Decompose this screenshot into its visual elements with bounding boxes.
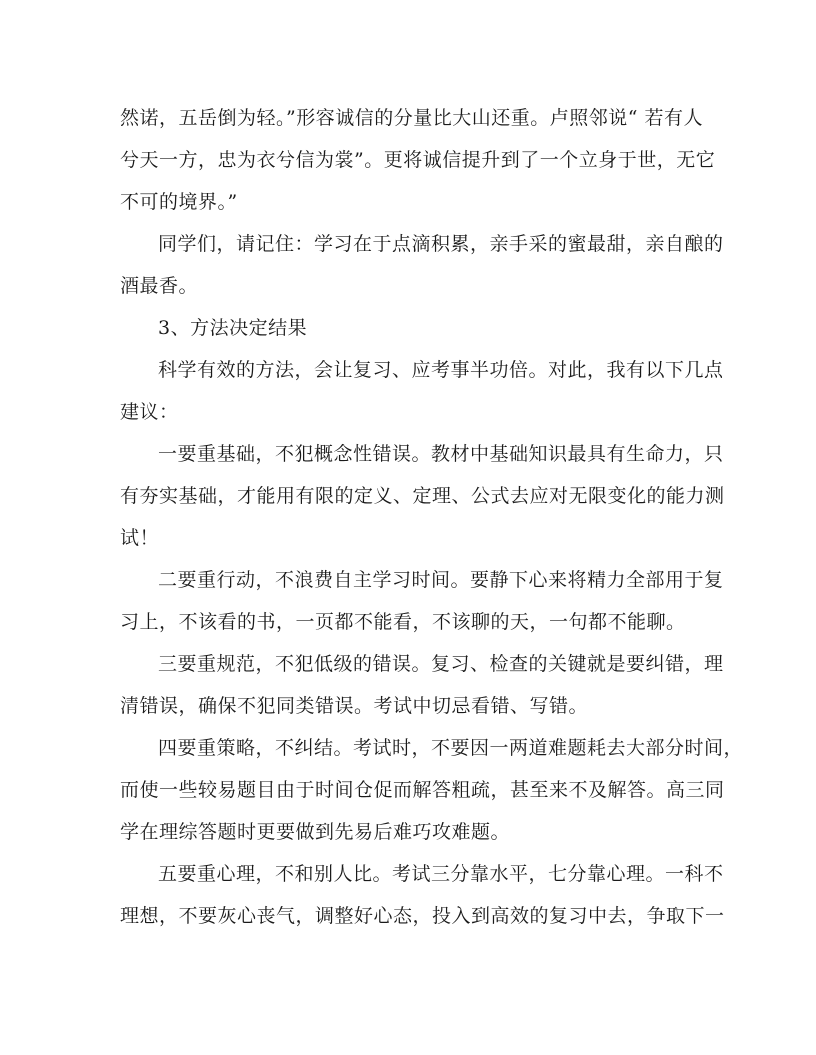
text-line: 建议： [120,401,179,423]
text-line: 五要重心理，不和别人比。考试三分靠水平，七分靠心理。一科不 [158,863,724,885]
text-line: 有夯实基础，才能用有限的定义、定理、公式去应对无限变化的能力测 [120,485,725,507]
text-line: 习上，不该看的书，一页都不能看，不该聊的天，一句都不能聊。 [120,611,686,633]
text-line: 二要重行动，不浪费自主学习时间。要静下心来将精力全部用于复 [158,569,724,591]
text-line: 四要重策略，不纠结。考试时，不要因一两道难题耗去大部分时间， [158,737,744,759]
section-heading: 3、方法决定结果 [158,317,308,339]
text-line: 三要重规范，不犯低级的错误。复习、检查的关键就是要纠错，理 [158,653,724,675]
text-line: 不可的境界。” [120,191,238,213]
text-line: 兮天一方，忠为衣兮信为裳”。更将诚信提升到了一个立身于世，无它 [120,149,716,171]
text-line: 酒最香。 [120,275,199,297]
text-line: 而使一些较易题目由于时间仓促而解答粗疏，甚至来不及解答。高三同 [120,779,725,801]
text-line: 理想，不要灰心丧气，调整好心态，投入到高效的复习中去，争取下一 [120,905,725,927]
text-line: 科学有效的方法，会让复习、应考事半功倍。对此，我有以下几点 [158,359,724,381]
text-line: 一要重基础，不犯概念性错误。教材中基础知识最具有生命力，只 [158,443,724,465]
text-line: 同学们，请记住：学习在于点滴积累，亲手采的蜜最甜，亲自酿的 [158,233,724,255]
text-line: 试！ [120,527,160,549]
text-line: 然诺，五岳倒为轻。”形容诚信的分量比大山还重。卢照邻说“ 若有人 [120,107,703,129]
text-line: 学在理综答题时更要做到先易后难巧攻难题。 [120,821,511,843]
text-line: 清错误，确保不犯同类错误。考试中切忌看错、写错。 [120,695,589,717]
